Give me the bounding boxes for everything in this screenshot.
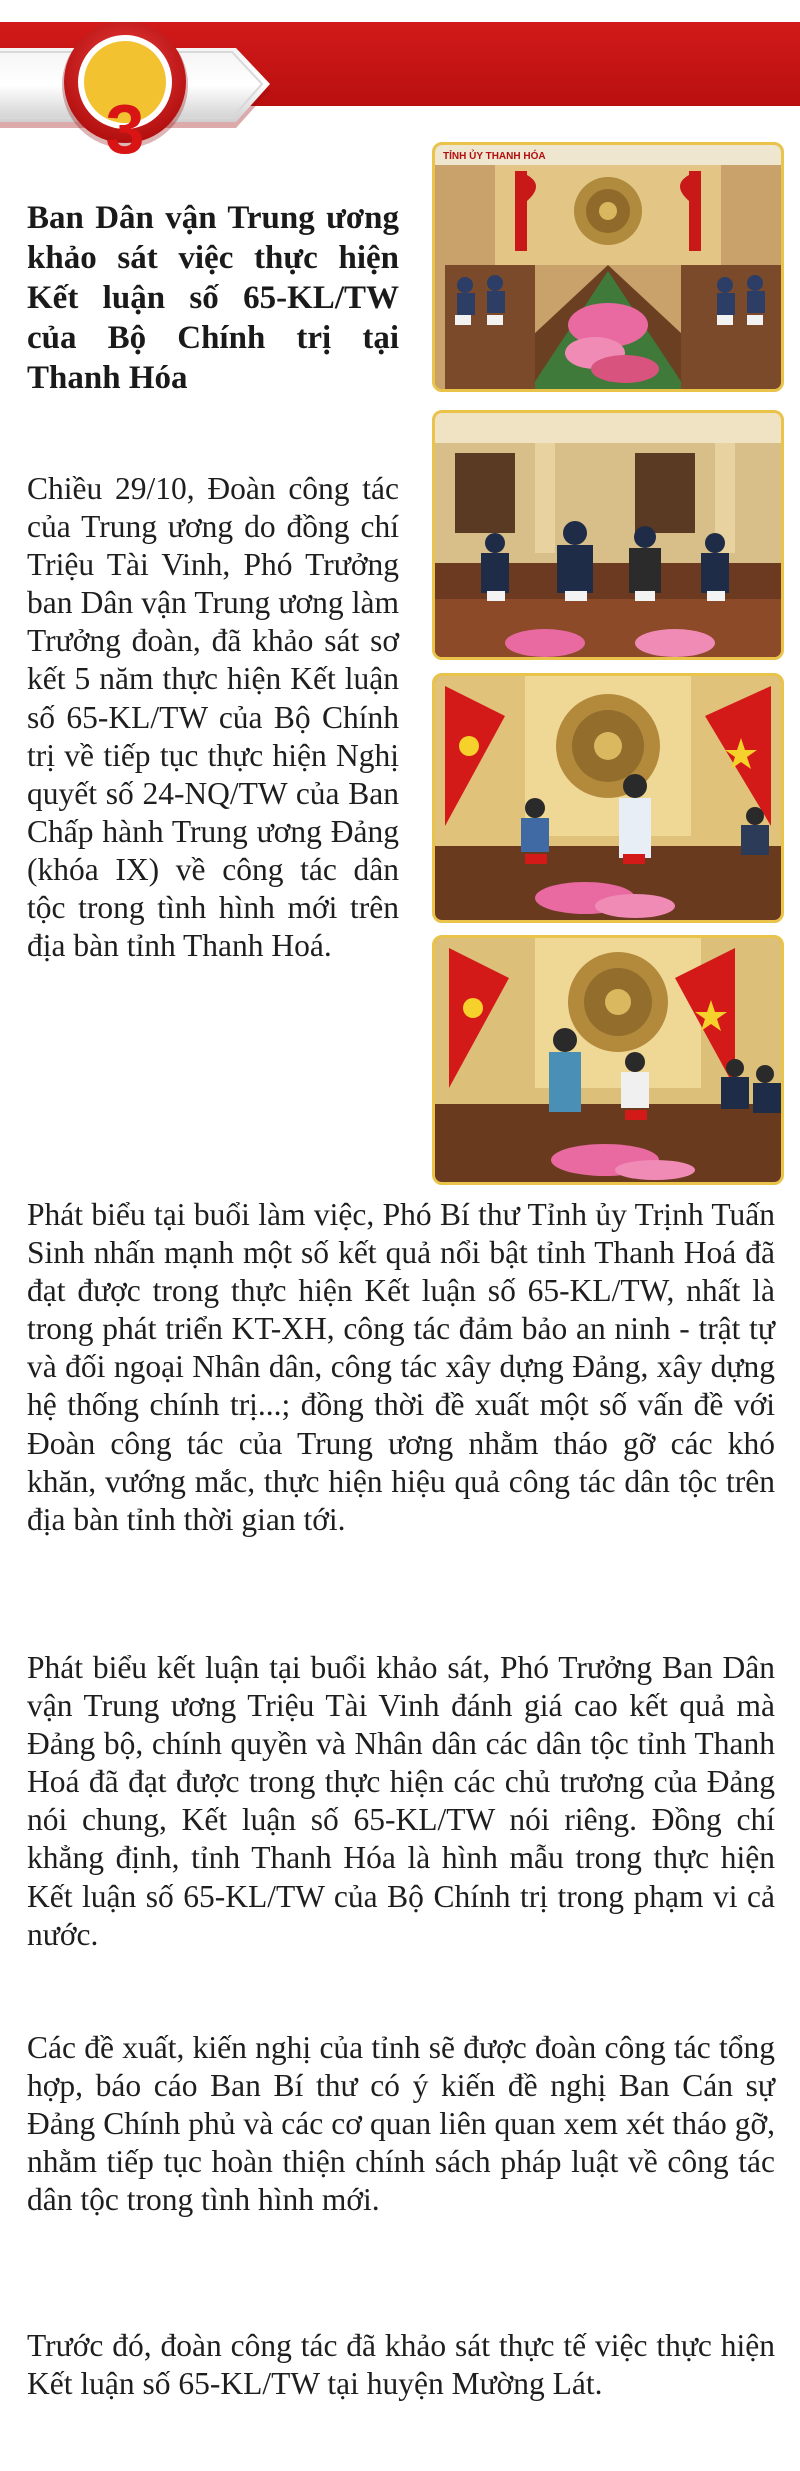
meeting-photo-4-image (435, 938, 781, 1182)
article-paragraph: Các đề xuất, kiến nghị của tỉnh sẽ được đoàn công tác tổng hợp, báo cáo Ban Bí thư có ý kiến đề nghị Ban Cán sự Đảng Chính phủ và các cơ quan liên quan xem xét tháo gỡ, nhằm tiếp tục hoàn thiện chính sách pháp luật về công tác dân tộc trong tình hình mới. (27, 2030, 775, 2218)
meeting-photo-2-image (435, 413, 781, 657)
article-paragraph: Phát biểu tại buổi làm việc, Phó Bí thư Tỉnh ủy Trịnh Tuấn Sinh nhấn mạnh một số kết quả nổi bật tỉnh Thanh Hoá đã đạt được trong thực hiện Kết luận số 65-KL/TW, nhất là trong phát triển KT-XH, công tác đảm bảo an ninh - trật tự và đối ngoại Nhân dân, công tác xây dựng Đảng, xây dựng hệ thống chính trị...; đồng thời đề xuất một số vấn đề với Đoàn công tác của Trung ương nhằm tháo gỡ các khó khăn, vướng mắc, thực hiện hiệu quả công tác dân tộc trên địa bàn tỉnh thời gian tới. (27, 1197, 775, 1537)
meeting-photo-3 (432, 673, 784, 923)
meeting-photo-4 (432, 935, 784, 1185)
meeting-photo-3-image (435, 676, 781, 920)
wall-sign-text: TỈNH ỦY THANH HÓA (443, 151, 546, 162)
article-paragraph: Phát biểu kết luận tại buổi khảo sát, Phó Trưởng Ban Dân vận Trung ương Triệu Tài Vinh đánh giá cao kết quả mà Đảng bộ, chính quyền và Nhân dân các dân tộc tỉnh Thanh Hoá đã đạt được trong thực hiện các chủ trương của Đảng nói chung, Kết luận số 65-KL/TW nói riêng. Đồng chí khẳng định, tỉnh Thanh Hóa là hình mẫu trong thực hiện Kết luận số 65-KL/TW của Bộ Chính trị trong phạm vi cả nước. (27, 1650, 775, 1952)
article-paragraph: Chiều 29/10, Đoàn công tác của Trung ương do đồng chí Triệu Tài Vinh, Phó Trưởng ban Dân vận Trung ương làm Trưởng đoàn, đã khảo sát sơ kết 5 năm thực hiện Kết luận số 65-KL/TW của Bộ Chính trị về tiếp tục thực hiện Nghị quyết số 24-NQ/TW của Ban Chấp hành Trung ương Đảng (khóa IX) về công tác dân tộc trong tình hình mới trên địa bàn tỉnh Thanh Hoá. (27, 471, 399, 964)
meeting-photo-2 (432, 410, 784, 660)
article-headline: Ban Dân vận Trung ương khảo sát việc thực hiện Kết luận số 65-KL/TW của Bộ Chính trị tại Thanh Hóa (27, 200, 399, 396)
article-paragraph: Trước đó, đoàn công tác đã khảo sát thực tế việc thực hiện Kết luận số 65-KL/TW tại huyện Mường Lát. (27, 2328, 775, 2402)
section-badge (0, 22, 290, 168)
badge-number: 3 (105, 90, 145, 168)
meeting-photo-1 (432, 142, 784, 392)
meeting-photo-1-image (435, 145, 781, 389)
